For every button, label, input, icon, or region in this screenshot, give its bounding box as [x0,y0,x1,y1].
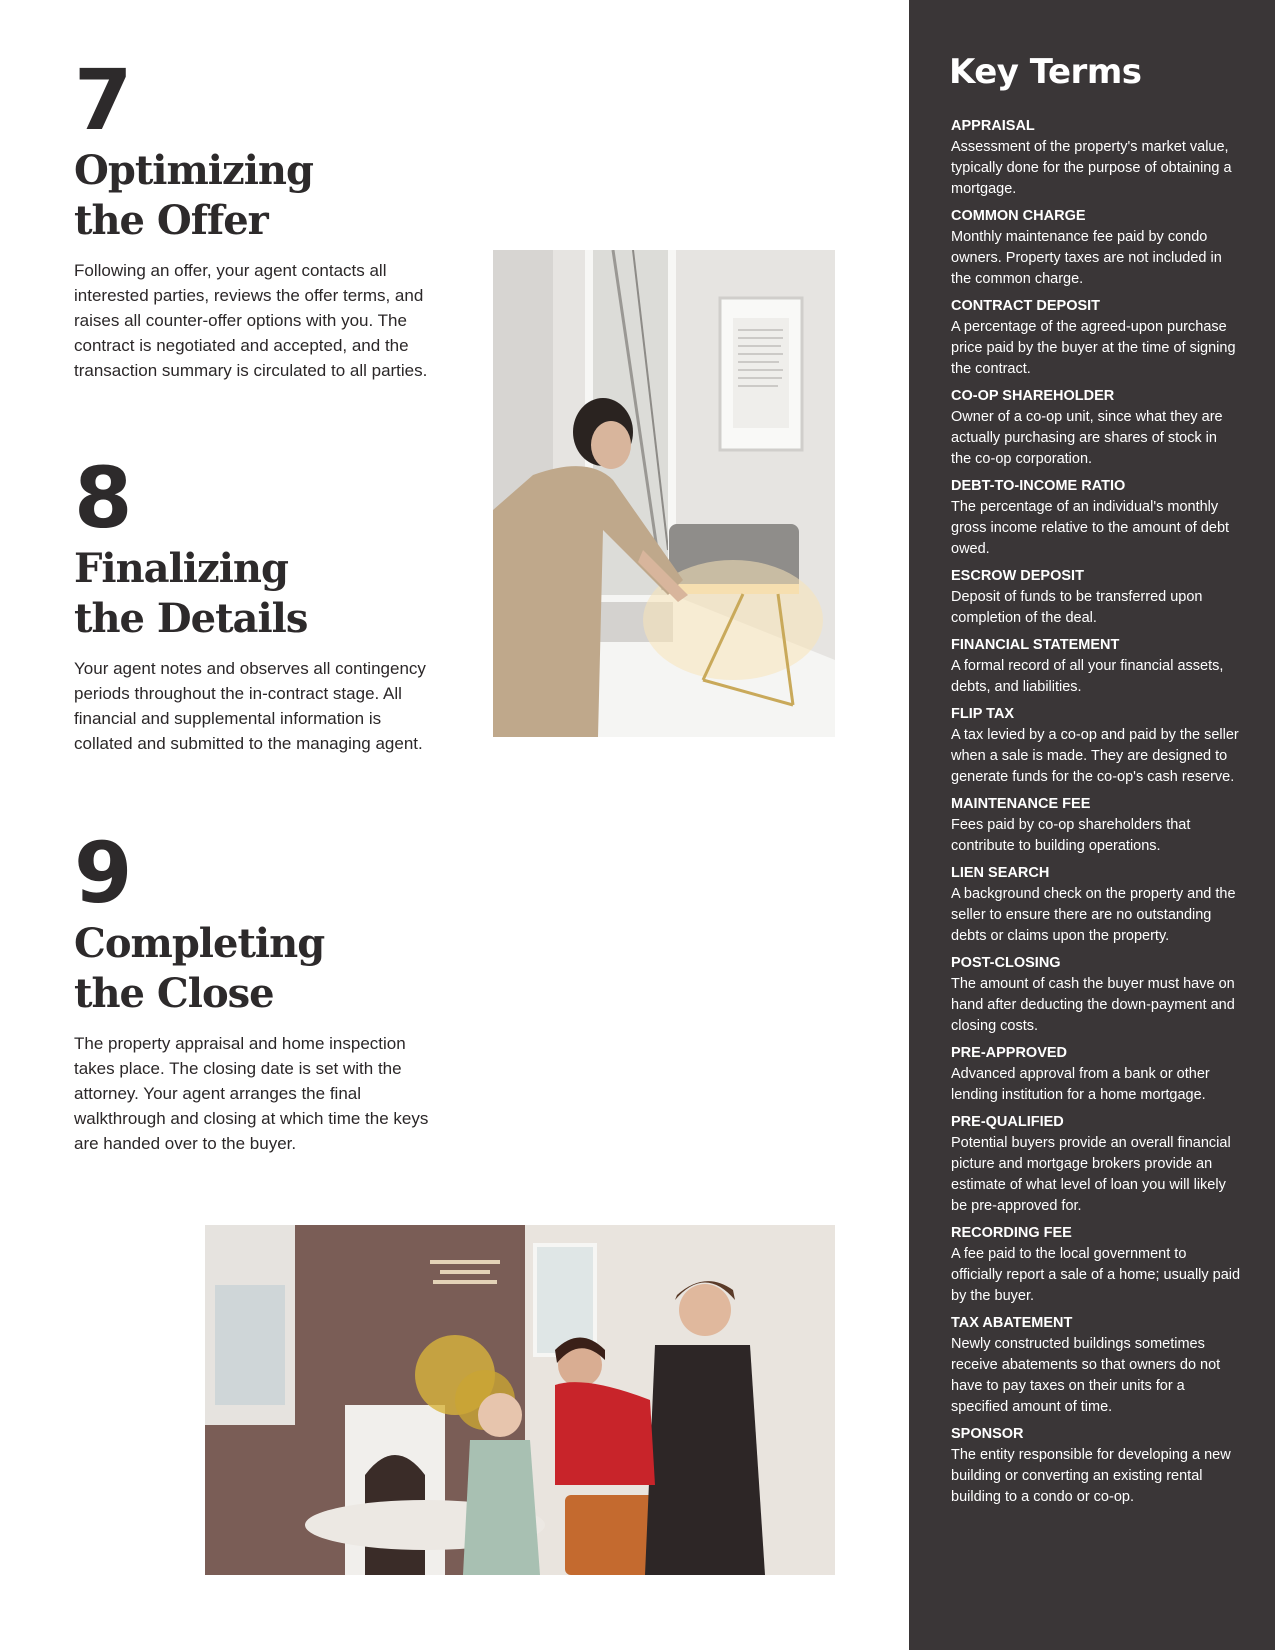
key-term-definition: Newly constructed buildings sometimes receive abatements so that owners do not have to pay taxes on their units for a specified amount of time. [951,1336,1221,1415]
key-term-item [951,863,1241,947]
key-term-definition: The percentage of an individual's monthly gross income relative to the amount of debt owed. [951,499,1230,557]
key-term-definition: Fees paid by co-op shareholders that contribute to building operations. [951,817,1191,854]
key-term-name: FINANCIAL STATEMENT [951,637,1120,653]
key-term-name: DEBT-TO-INCOME RATIO [951,478,1126,494]
key-term-name: COMMON CHARGE [951,208,1086,224]
key-term-item [951,1424,1241,1508]
key-term-definition: A formal record of all your financial assets, debts, and liabilities. [951,658,1224,695]
step-number: 8 [74,449,131,547]
key-term-name: FLIP TAX [951,706,1015,722]
key-term-item [951,476,1241,560]
key-term-name: PRE-APPROVED [951,1045,1068,1061]
step-number: 7 [74,51,131,149]
key-term-name: ESCROW DEPOSIT [951,568,1084,584]
step-title-line-2: the Close [74,970,274,1017]
step-9-section [74,824,434,1156]
step-body: Your agent notes and observes all contingency periods throughout the in-contract stage. All financial and supplemental information is collated and submitted to the managing agent. [74,659,426,753]
key-term-name: SPONSOR [951,1426,1024,1442]
key-term-definition: Deposit of funds to be transferred upon completion of the deal. [951,589,1203,626]
step-title [74,919,434,1019]
key-term-definition: The entity responsible for developing a new building or converting an existing rental building to a condo or co-op. [951,1447,1231,1505]
key-term-name: CONTRACT DEPOSIT [951,298,1101,314]
step-title-line-2: the Details [74,595,308,642]
key-term-definition: Assessment of the property's market value, typically done for the purpose of obtaining a mortgage. [951,139,1232,197]
key-term-definition: Owner of a co-op unit, since what they are actually purchasing are shares of stock in the co-op corporation. [951,409,1223,467]
photo-woman-with-lamp [493,250,835,737]
key-term-item [951,386,1241,470]
step-title-line-2: the Offer [74,197,268,244]
key-term-item [951,1043,1241,1106]
step-title-line-1: Finalizing [74,545,288,592]
key-term-definition: A percentage of the agreed-upon purchase price paid by the buyer at the time of signing the contract. [951,319,1236,377]
step-number: 9 [74,824,131,922]
key-term-item [951,1112,1241,1217]
photo-family-in-kitchen [205,1225,835,1575]
key-term-definition: Monthly maintenance fee paid by condo owners. Property taxes are not included in the common charge. [951,229,1222,287]
key-term-name: MAINTENANCE FEE [951,796,1091,812]
key-term-item [951,635,1241,698]
step-title [74,544,434,644]
key-terms-list [951,116,1241,1514]
key-term-definition: Advanced approval from a bank or other lending institution for a home mortgage. [951,1066,1210,1103]
key-term-item [951,116,1241,200]
key-term-name: TAX ABATEMENT [951,1315,1073,1331]
key-term-item [951,1313,1241,1418]
key-terms-sidebar [909,0,1275,1650]
key-term-item [951,206,1241,290]
key-term-name: RECORDING FEE [951,1225,1072,1241]
step-title-line-1: Completing [74,920,325,967]
key-term-definition: A fee paid to the local government to officially report a sale of a home; usually paid by the buyer. [951,1246,1241,1304]
sidebar-title: Key Terms [949,52,1142,92]
key-term-definition: A tax levied by a co-op and paid by the seller when a sale is made. They are designed to generate funds for the co-op's cash reserve. [951,727,1239,785]
key-term-item [951,704,1241,788]
key-term-name: APPRAISAL [951,118,1035,134]
step-7-section [74,51,434,383]
step-title [74,146,434,246]
key-term-item [951,296,1241,380]
step-body: Following an offer, your agent contacts all interested parties, reviews the offer terms, and raises all counter-offer options with you. The contract is negotiated and accepted, and the transaction summary is circulated to all parties. [74,261,428,380]
key-term-item [951,566,1241,629]
key-term-item [951,953,1241,1037]
key-term-definition: The amount of cash the buyer must have on hand after deducting the down-payment and closing costs. [951,976,1235,1034]
key-term-item [951,1223,1241,1307]
key-term-item [951,794,1241,857]
key-term-name: LIEN SEARCH [951,865,1050,881]
step-title-line-1: Optimizing [74,147,313,194]
step-body: The property appraisal and home inspection takes place. The closing date is set with the attorney. Your agent arranges the final walkthrough and closing at which time the keys are handed over to the buyer. [74,1034,429,1153]
key-term-definition: A background check on the property and the seller to ensure there are no outstanding debts or claims upon the property. [951,886,1236,944]
key-term-name: POST-CLOSING [951,955,1061,971]
key-term-definition: Potential buyers provide an overall financial picture and mortgage brokers provide an estimate of what level of loan you will likely be pre-approved for. [951,1135,1231,1214]
key-term-name: PRE-QUALIFIED [951,1114,1064,1130]
key-term-name: CO-OP SHAREHOLDER [951,388,1115,404]
step-8-section [74,449,434,756]
